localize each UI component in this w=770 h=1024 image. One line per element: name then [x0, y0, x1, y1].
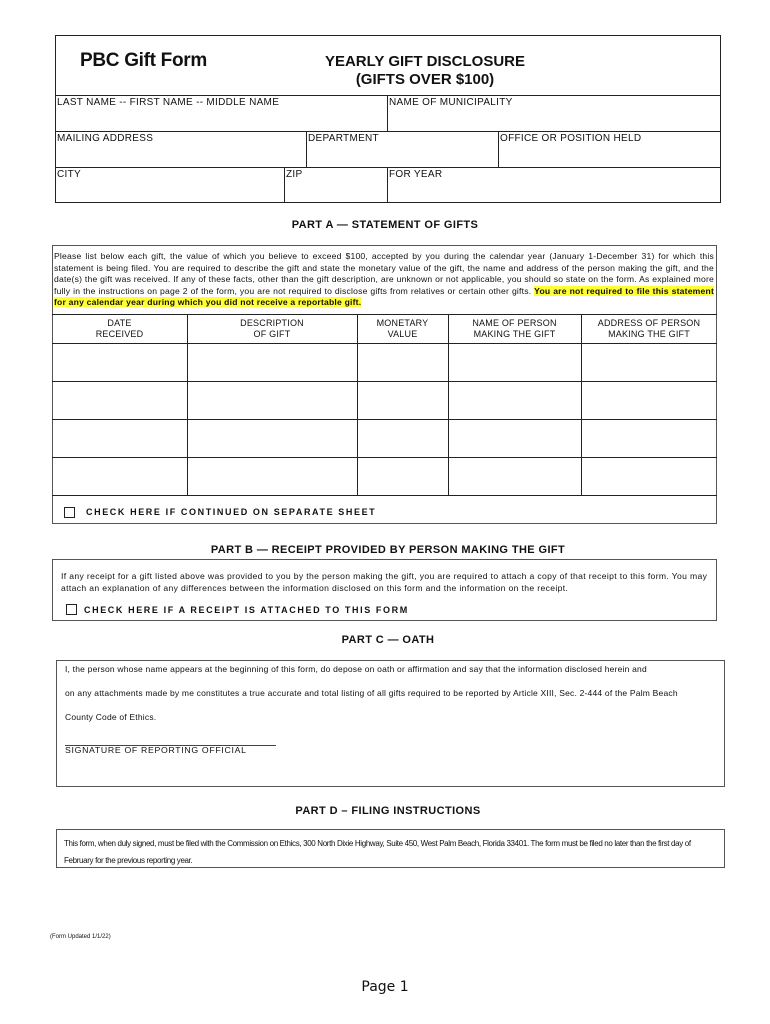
signature-field[interactable] — [65, 722, 276, 744]
office-field[interactable] — [500, 145, 719, 166]
city-field-label: CITY — [57, 169, 81, 180]
column-header-date — [52, 318, 187, 340]
form-name: PBC Gift Form — [80, 50, 207, 71]
oath-line-1: I, the person whose name appears at the beginning of this form, do depose on oath or affirmation and say that the information disclosed herein and — [65, 664, 647, 674]
name-field[interactable] — [57, 109, 385, 130]
column-header-value — [357, 318, 448, 340]
city-field[interactable] — [57, 181, 282, 202]
table-divider — [52, 314, 717, 315]
divider — [498, 131, 499, 167]
column-header-giver-name — [448, 318, 581, 340]
column-header-line: MAKING THE GIFT — [473, 329, 556, 339]
department-field-label: DEPARTMENT — [308, 133, 379, 144]
table-row[interactable] — [53, 344, 717, 381]
column-header-line: DESCRIPTION — [240, 318, 304, 328]
column-header-line: RECEIVED — [95, 329, 144, 339]
continued-sheet-checkbox[interactable] — [64, 507, 75, 518]
receipt-attached-checkbox[interactable] — [66, 604, 77, 615]
mailing-address-field[interactable] — [57, 145, 304, 166]
title-line-2: (GIFTS OVER $100) — [355, 71, 495, 88]
divider — [387, 167, 388, 203]
column-header-giver-address — [581, 318, 717, 340]
column-header-line: DATE — [107, 318, 132, 328]
column-header-line: OF GIFT — [253, 329, 291, 339]
part-a-instructions — [54, 251, 714, 309]
table-row[interactable] — [53, 420, 717, 457]
column-header-line: VALUE — [387, 329, 418, 339]
oath-line-3: County Code of Ethics. — [65, 712, 157, 722]
part-a-instructions-text: Please list below each gift, the value of which you believe to exceed $100, accepted by you during the calendar year (January 1-December 31) for which this statement is being filed. You are required to describe the gift and state the monetary value of the gift, the name and address of the person making the gift, and the date(s) the gift was received. If any of these facts, other than the gift description, are unknown or not applicable, you should so state on the form. As explained more fully in the instructions on page 2 of the form, you are not required to disclose gifts from relatives or certain other gifts. — [54, 251, 714, 296]
part-d-text: This form, when duly signed, must be filed with the Commission on Ethics, 300 North Dixie Highway, Suite 450, West Palm Beach, Florida 33401. The form must be filed no later than the first day of February for the previous reporting year. — [64, 839, 691, 865]
column-header-line: ADDRESS OF PERSON — [597, 318, 701, 328]
part-a-heading: PART A — STATEMENT OF GIFTS — [291, 219, 479, 231]
name-field-label: LAST NAME -- FIRST NAME -- MIDDLE NAME — [57, 97, 280, 108]
signature-label: SIGNATURE OF REPORTING OFFICIAL — [65, 745, 247, 755]
column-header-line: MAKING THE GIFT — [608, 329, 690, 339]
zip-field[interactable] — [286, 181, 385, 202]
divider — [284, 167, 285, 203]
office-field-label: OFFICE OR POSITION HELD — [500, 133, 642, 144]
divider — [55, 131, 721, 132]
for-year-field-label: FOR YEAR — [389, 169, 443, 180]
mailing-address-field-label: MAILING ADDRESS — [57, 133, 154, 144]
receipt-attached-label: CHECK HERE IF A RECEIPT IS ATTACHED TO THIS FORM — [84, 605, 409, 615]
municipality-field[interactable] — [389, 109, 719, 130]
zip-field-label: ZIP — [286, 169, 303, 180]
part-c-heading: PART C — OATH — [341, 634, 435, 646]
page-title — [255, 53, 595, 89]
column-header-description — [187, 318, 357, 340]
table-row[interactable] — [53, 458, 717, 495]
divider — [55, 167, 721, 168]
table-row[interactable] — [53, 382, 717, 419]
page-number: Page 1 — [361, 979, 409, 995]
part-b-heading: PART B — RECEIPT PROVIDED BY PERSON MAKING THE GIFT — [210, 544, 566, 556]
form-updated-date: (Form Updated 1/1/22) — [50, 934, 111, 940]
department-field[interactable] — [308, 145, 496, 166]
divider — [306, 131, 307, 167]
divider — [55, 95, 721, 96]
municipality-field-label: NAME OF MUNICIPALITY — [389, 97, 513, 108]
part-a-highlight: You are not required to file this statement for any calendar year during which you did not receive a reportable gift. — [54, 285, 715, 308]
divider — [387, 95, 388, 131]
table-divider — [52, 495, 717, 496]
oath-line-2: on any attachments made by me constitutes a true accurate and total listing of all gifts required to be reported by Article XIII, Sec. 2-444 of the Palm Beach — [65, 688, 678, 698]
part-b-text: If any receipt for a gift listed above was provided to you by the person making the gift, you are required to attach a copy of that receipt to this form. You may attach an explanation of any differences between the information disclosed on this form and the information on the receipt. — [61, 571, 708, 593]
part-d-heading: PART D – FILING INSTRUCTIONS — [295, 805, 481, 817]
continued-sheet-label: CHECK HERE IF CONTINUED ON SEPARATE SHEET — [86, 507, 377, 517]
for-year-field[interactable] — [389, 181, 719, 202]
column-header-line: NAME OF PERSON — [472, 318, 557, 328]
title-line-1: YEARLY GIFT DISCLOSURE — [324, 53, 526, 70]
column-header-line: MONETARY — [376, 318, 429, 328]
